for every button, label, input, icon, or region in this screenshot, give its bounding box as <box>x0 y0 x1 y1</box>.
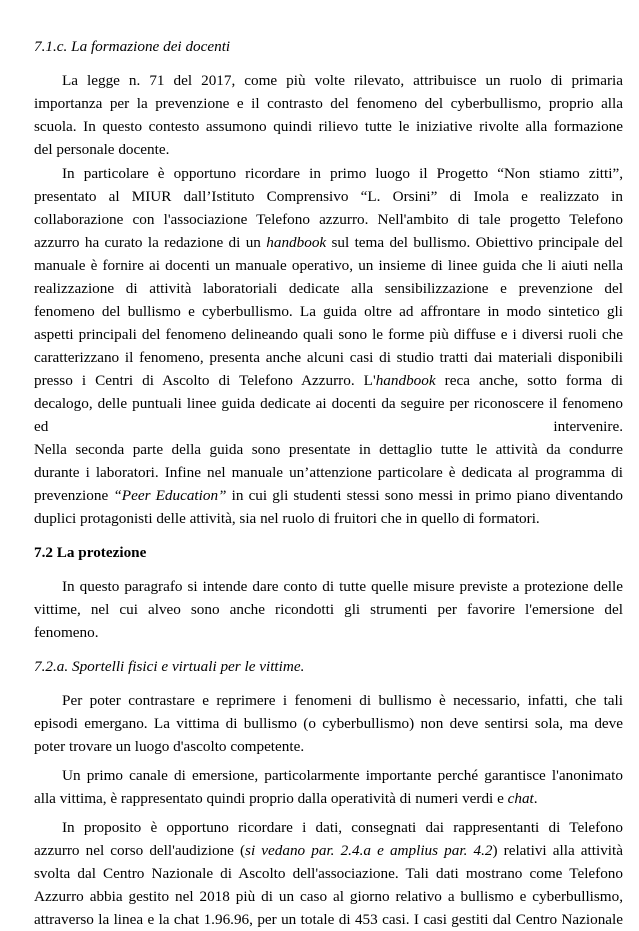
text-span: presso i Centri di Ascolto di Telefono Azzurro. L' <box>34 372 376 389</box>
paragraph-line <box>62 817 623 839</box>
paragraph-line <box>34 347 623 369</box>
text-span: In proposito è opportuno ricordare i dati, consegnati dai rappresentanti di Telefono <box>62 819 623 836</box>
paragraph-line <box>34 622 623 644</box>
section-heading-7-2 <box>34 542 623 564</box>
text-span: alla vittima, è rappresentato quindi proprio dalla operatività di numeri verdi e <box>34 790 508 807</box>
paragraph-line <box>34 462 623 484</box>
section-heading-7-1-c <box>34 36 623 58</box>
italic-reference: si vedano par. 2.4.a e amplius par. 4.2 <box>245 842 493 859</box>
paragraph-line <box>34 232 623 254</box>
paragraph-line <box>34 370 623 392</box>
paragraph-line <box>34 209 623 231</box>
heading-text: 7.2 La protezione <box>34 544 147 561</box>
text-span: . <box>533 790 538 807</box>
italic-term: handbook <box>375 372 436 389</box>
text-span: reca anche, sotto forma di <box>435 372 623 389</box>
section-heading-7-2-a <box>34 656 623 678</box>
paragraph-line <box>34 736 623 758</box>
text-span: fenomeno. <box>34 624 99 641</box>
paragraph-line <box>34 139 623 161</box>
paragraph-line-spread <box>34 416 623 438</box>
text-span: ed intervenire. <box>34 418 623 435</box>
text-span: In particolare è opportuno ricordare in primo luogo il Progetto “Non stiamo zitti”, <box>62 165 623 182</box>
paragraph-line <box>34 886 623 908</box>
paragraph-line <box>34 116 623 138</box>
paragraph-line <box>34 393 623 415</box>
text-span: La legge n. 71 del 2017, come più volte rilevato, attribuisce un ruolo di primaria <box>62 72 623 89</box>
text-span: Un primo canale di emersione, particolarmente importante perché garantisce l'anonimato <box>62 767 623 784</box>
text-span: Nella seconda parte della guida sono presentate in dettaglio tutte le attività da condurre <box>34 441 623 458</box>
heading-text: 7.1.c. La formazione dei docenti <box>34 38 231 55</box>
paragraph-line <box>34 186 623 208</box>
text-span: azzurro ha curato la redazione di un <box>34 234 267 251</box>
italic-term: “Peer Education” <box>113 487 227 504</box>
paragraph-line <box>34 508 623 530</box>
text-span: caratterizzano il fenomeno, presenta anche alcuni casi di studio tratti dai materiali disponibili <box>34 349 623 366</box>
text-span: Azzurro abbia gestito nel 2018 più di un caso al giorno relativo a bullismo e cyberbullismo, <box>34 888 623 905</box>
paragraph-line <box>62 163 623 185</box>
paragraph-line <box>62 70 623 92</box>
text-span: episodi emergano. La vittima di bullismo (o cyberbullismo) non deve sentirsi sola, ma deve <box>34 715 623 732</box>
paragraph-line <box>62 765 623 787</box>
paragraph-line <box>34 255 623 277</box>
paragraph-line <box>34 485 623 507</box>
paragraph-line <box>34 301 623 323</box>
text-span: decalogo, delle puntuali linee guida dedicate ai docenti da seguire per riconoscere il fenomeno <box>34 395 623 412</box>
text-span: Per poter contrastare e reprimere i fenomeni di bullismo è necessario, infatti, che tali <box>62 692 623 709</box>
paragraph-line <box>34 599 623 621</box>
paragraph-line <box>34 788 623 810</box>
text-span: durante i laboratori. Infine nel manuale un’attenzione particolare è dedicata al programma di <box>34 464 623 481</box>
paragraph-line <box>34 324 623 346</box>
text-span: realizzazione di attività laboratoriali dedicate alla sensibilizzazione e prevenzione del <box>34 280 623 297</box>
text-span: manuale è fornire ai docenti un manuale operativo, un insieme di linee guida che li aiuti nella <box>34 257 623 274</box>
text-span: attraverso la linea e la chat 1.96.96, per un totale di 453 casi. I casi gestiti dal Centro Nazionale <box>34 911 623 928</box>
paragraph-line <box>34 863 623 885</box>
paragraph-line <box>34 439 623 461</box>
text-span: poter trovare un luogo d'ascolto competente. <box>34 738 305 755</box>
text-span: In questo paragrafo si intende dare conto di tutte quelle misure previste a protezione delle <box>62 578 623 595</box>
text-span: in cui gli studenti stessi sono messi in primo piano diventando <box>226 487 623 504</box>
text-span: sul tema del bullismo. Obiettivo principale del <box>326 234 623 251</box>
paragraph-line <box>34 93 623 115</box>
paragraph-line <box>34 909 623 931</box>
paragraph-line <box>34 840 623 862</box>
paragraph-line <box>62 576 623 598</box>
text-span: aspetti principali del fenomeno delineando quali sono le forme più diffuse e i diversi ruoli che <box>34 326 623 343</box>
text-span: importanza per la prevenzione e il contrasto del fenomeno del cyberbullismo, proprio alla <box>34 95 623 112</box>
text-span: presentato al MIUR dall’Istituto Comprensivo “L. Orsini” di Imola e realizzato in <box>34 188 623 205</box>
heading-text: 7.2.a. Sportelli fisici e virtuali per le vittime. <box>34 658 305 675</box>
text-span: scuola. In questo contesto assumono quindi rilievo tutte le iniziative rivolte alla formazione <box>34 118 623 135</box>
text-span: del personale docente. <box>34 141 170 158</box>
text-span: ) relativi alla attività <box>492 842 623 859</box>
text-span: prevenzione <box>34 487 114 504</box>
italic-term: chat <box>507 790 534 807</box>
italic-term: handbook <box>266 234 327 251</box>
text-span: vittime, nel cui alveo sono anche ricondotti gli strumenti per favorire l'emersione del <box>34 601 623 618</box>
paragraph-line <box>34 713 623 735</box>
text-span: svolta dal Centro Nazionale di Ascolto dell'associazione. Tali dati mostrano come Telefono <box>34 865 623 882</box>
text-span: fenomeno del bullismo e cyberbullismo. La guida oltre ad affrontare in modo sintetico gli <box>34 303 623 320</box>
paragraph-line <box>34 278 623 300</box>
paragraph-line <box>62 690 623 712</box>
text-span: collaborazione con l'associazione Telefono azzurro. Nell'ambito di tale progetto Telefono <box>34 211 623 228</box>
text-span: duplici protagonisti delle attività, sia nel ruolo di fruitori che in quello di formatori. <box>34 510 540 527</box>
text-span: azzurro nel corso dell'audizione ( <box>34 842 246 859</box>
